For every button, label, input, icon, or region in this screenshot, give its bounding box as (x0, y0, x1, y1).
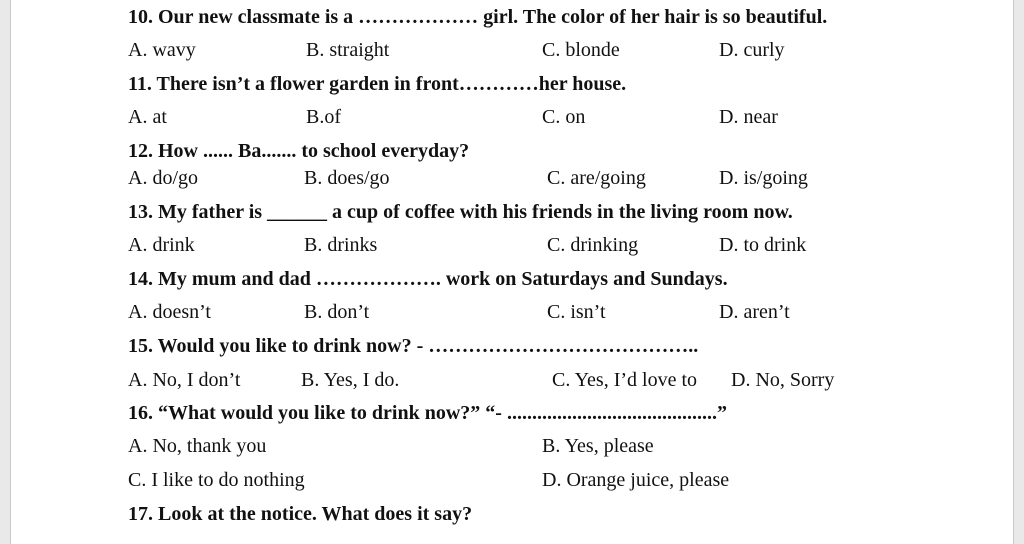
q16-option-d: D. Orange juice, please (542, 469, 730, 491)
q10-option-c: C. blonde (542, 39, 620, 61)
q14-option-c: C. isn’t (547, 301, 606, 323)
q15-option-d: D. No, Sorry (731, 369, 835, 391)
q15-option-b: B. Yes, I do. (301, 369, 400, 391)
q16-option-c: C. I like to do nothing (128, 469, 305, 491)
q16-option-b: B. Yes, please (542, 435, 654, 457)
q10-option-d: D. curly (719, 39, 785, 61)
q11-option-c: C. on (542, 106, 586, 128)
worksheet-page (10, 0, 1014, 544)
q14-option-b: B. don’t (304, 301, 370, 323)
q13-option-d: D. to drink (719, 234, 807, 256)
q13-option-c: C. drinking (547, 234, 639, 256)
q12-option-d: D. is/going (719, 167, 808, 189)
q10-option-b: B. straight (306, 39, 390, 61)
q12-option-b: B. does/go (304, 167, 390, 189)
q11-option-b: B.of (306, 106, 341, 128)
q11-option-d: D. near (719, 106, 778, 128)
q11-option-a: A. at (128, 106, 167, 128)
question-14: 14. My mum and dad ………………. work on Saturdays and Sundays. (128, 268, 728, 290)
q15-option-c: C. Yes, I’d love to (552, 369, 698, 391)
q14-option-d: D. aren’t (719, 301, 790, 323)
question-12: 12. How ...... Ba....... to school everyday? (128, 140, 470, 162)
question-15: 15. Would you like to drink now? - ………………………………….. (128, 335, 699, 357)
question-16: 16. “What would you like to drink now?” “- ..........................................” (128, 402, 727, 424)
q16-option-a: A. No, thank you (128, 435, 267, 457)
question-17: 17. Look at the notice. What does it say? (128, 503, 473, 525)
question-10: 10. Our new classmate is a ……………… girl. The color of her hair is so beautiful. (128, 6, 828, 28)
q10-option-a: A. wavy (128, 39, 196, 61)
q14-option-a: A. doesn’t (128, 301, 211, 323)
q15-option-a: A. No, I don’t (128, 369, 241, 391)
q13-option-a: A. drink (128, 234, 195, 256)
q12-option-c: C. are/going (547, 167, 646, 189)
q12-option-a: A. do/go (128, 167, 198, 189)
question-13: 13. My father is ______ a cup of coffee with his friends in the living room now. (128, 201, 793, 223)
question-11: 11. There isn’t a flower garden in front…………her house. (128, 73, 627, 95)
q13-option-b: B. drinks (304, 234, 378, 256)
